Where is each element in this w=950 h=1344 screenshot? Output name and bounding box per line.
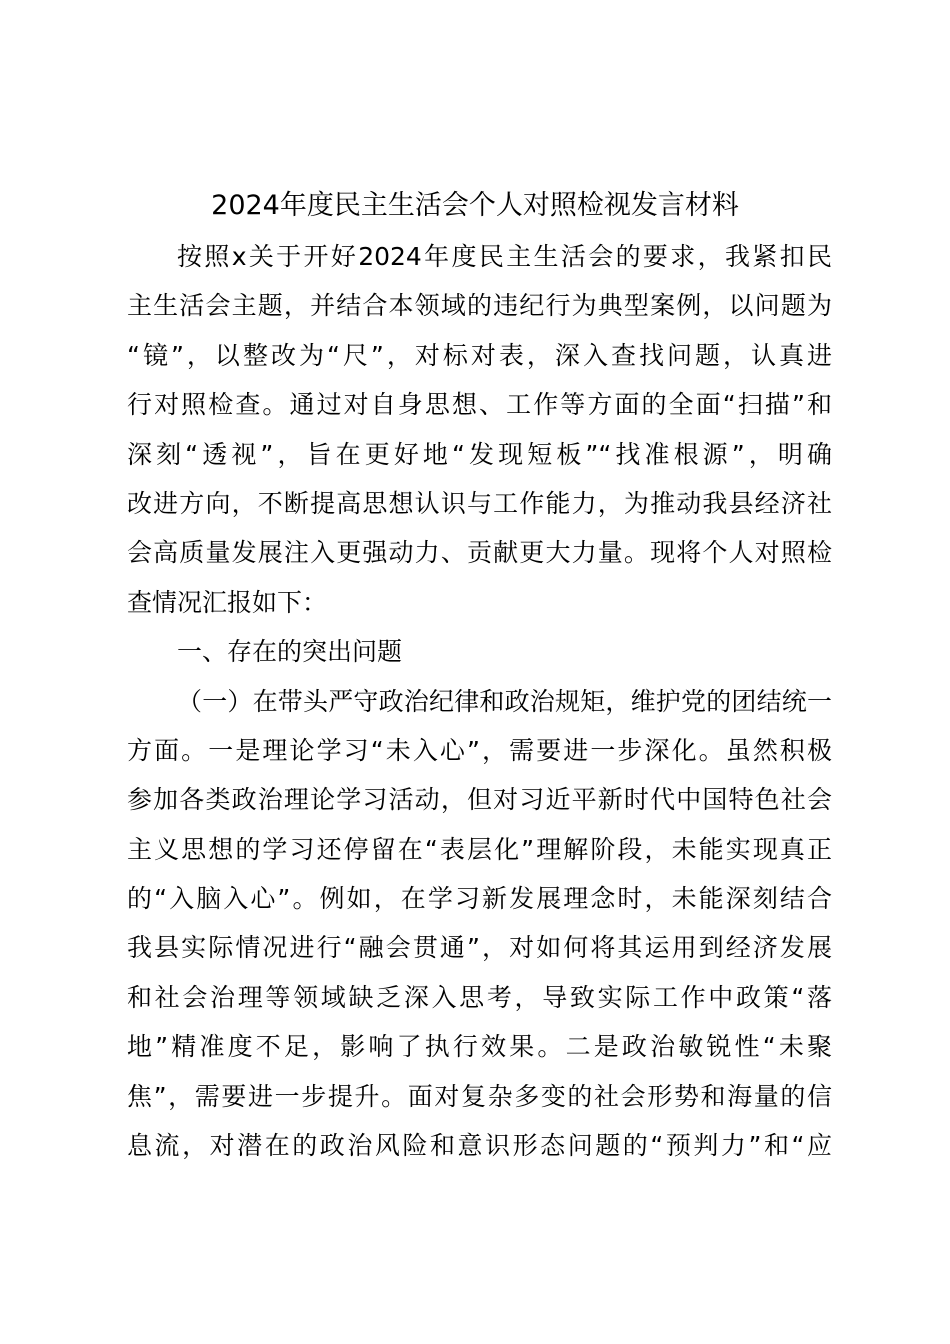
paragraph-line: 主生活会主题，并结合本领域的违纪行为典型案例，以问题为 [127,291,832,321]
paragraph-line: 息流，对潜在的政治风险和意识形态问题的“预判力”和“应 [127,1131,832,1161]
paragraph-line: 主义思想的学习还停留在“表层化”理解阶段，未能实现真正 [127,834,832,864]
document-body [127,232,832,1170]
paragraph-line: 的“入脑入心”。例如，在学习新发展理念时，未能深刻结合 [127,884,832,914]
paragraph-line: 我县实际情况进行“融会贯通”，对如何将其运用到经济发展 [127,933,832,963]
paragraph-line: 焦”，需要进一步提升。面对复杂多变的社会形势和海量的信 [127,1081,832,1111]
paragraph-line: 方面。一是理论学习“未入心”，需要进一步深化。虽然积极 [127,735,832,765]
paragraph-line: 参加各类政治理论学习活动，但对习近平新时代中国特色社会 [127,785,832,815]
paragraph-line: 和社会治理等领域缺乏深入思考，导致实际工作中政策“落 [127,982,832,1012]
section-heading: 一、存在的突出问题 [177,637,403,667]
paragraph-line: “镜”，以整改为“尺”，对标对表，深入查找问题，认真进 [127,340,832,370]
paragraph-line: 地”精准度不足，影响了执行效果。二是政治敏锐性“未聚 [127,1032,832,1062]
paragraph-line: 深刻“透视”，旨在更好地“发现短板”“找准根源”，明确 [127,439,832,469]
paragraph-line: （一）在带头严守政治纪律和政治规矩，维护党的团结统一 [177,686,832,716]
paragraph-line: 查情况汇报如下： [127,587,328,617]
paragraph-line: 按照x关于开好2024年度民主生活会的要求，我紧扣民 [177,242,832,271]
document-title: 2024年度民主生活会个人对照检视发言材料 [211,190,739,221]
paragraph-line: 行对照检查。通过对自身思想、工作等方面的全面“扫描”和 [127,390,832,420]
paragraph-line: 改进方向，不断提高思想认识与工作能力，为推动我县经济社 [127,488,832,518]
paragraph-line: 会高质量发展注入更强动力、贡献更大力量。现将个人对照检 [127,538,832,568]
